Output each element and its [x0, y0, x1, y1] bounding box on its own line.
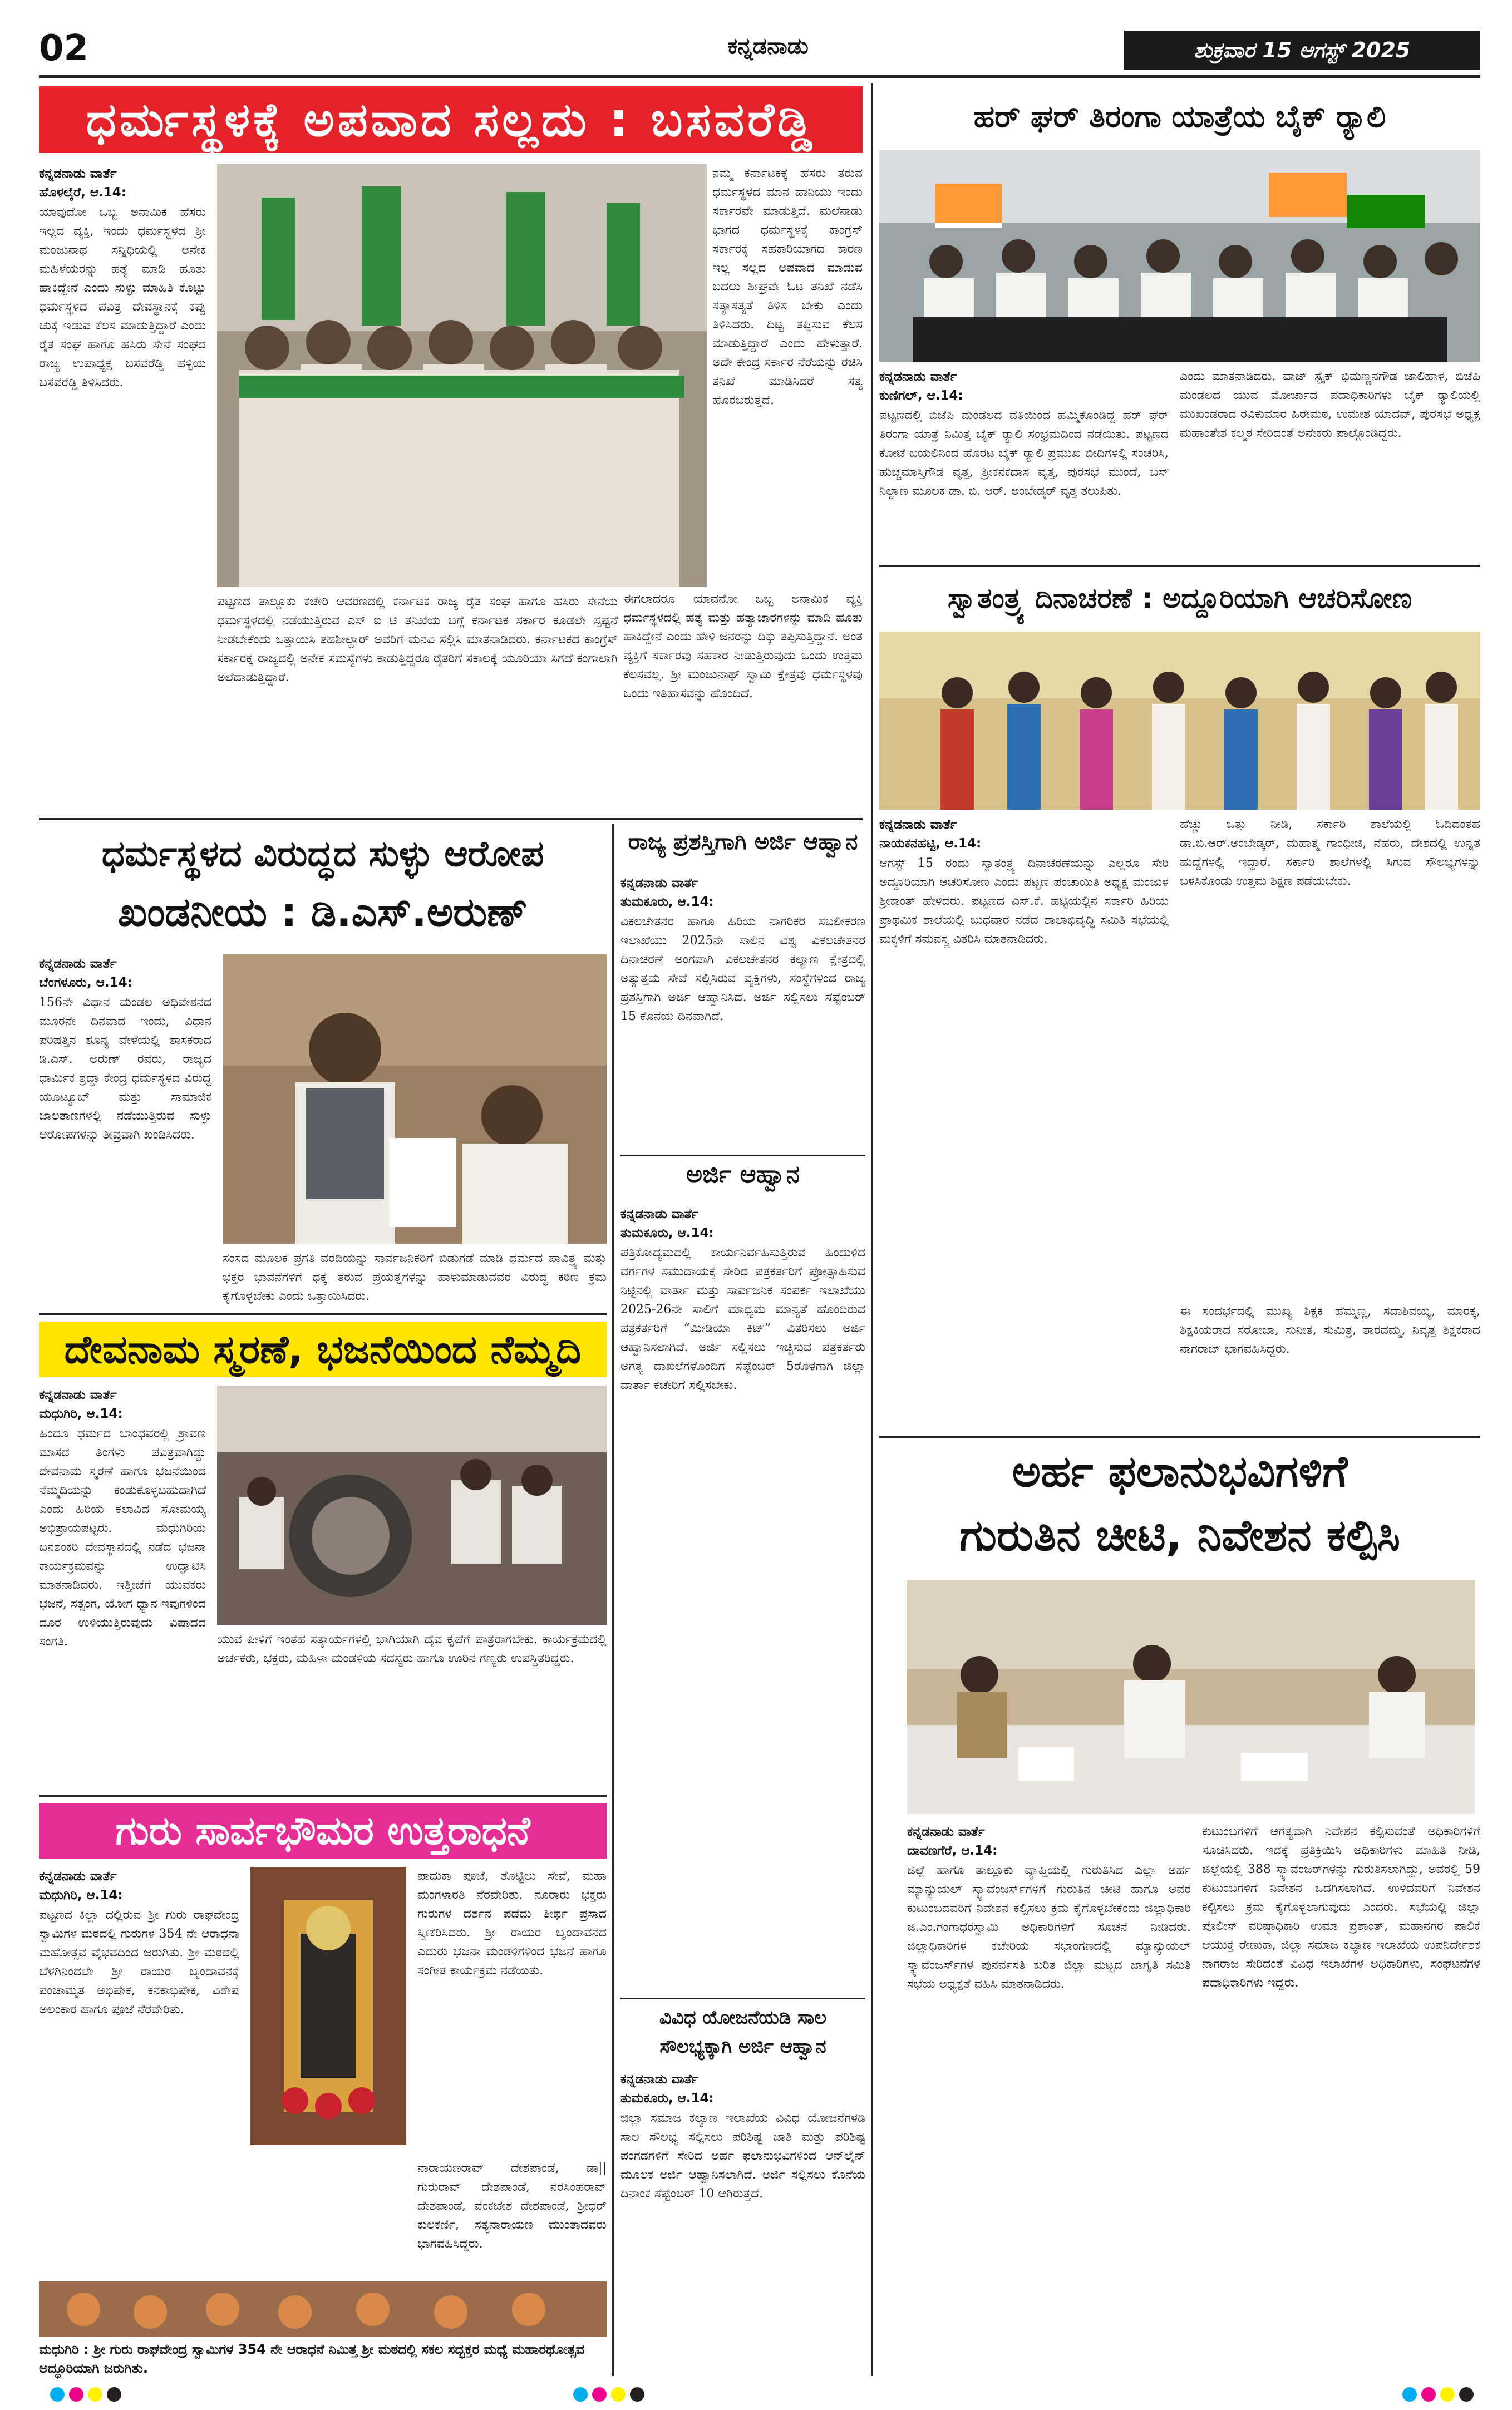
a8-body: ಪತ್ರಿಕೋದ್ಯಮದಲ್ಲಿ ಕಾರ್ಯನಿರ್ವಹಿಸುತ್ತಿರುವ ಹಿಂದುಳಿದ ವರ್ಗಗಳ ಸಮುದಾಯಕ್ಕೆ ಸೇರಿದ ಪತ್ರಕರ್ತರಿಗೆ ಪ್ರೋತ್ಸಾಹಿಸುವ ನಿಟ್ಟಿನಲ್ಲಿ ವಾರ್ತಾ ಮತ್ತು ಸಾರ್ವಜನಿಕ ಸಂಪರ್ಕ ಇಲಾಖೆಯು 2025-26ನೇ ಸಾಲಿಗೆ ಮಾಧ್ಯಮ ಮಾನ್ಯತೆ ಹೊಂದಿರುವ ಪತ್ರಕರ್ತರಿಗೆ “ಮೀಡಿಯಾ ಕಿಟ್” ವಿತರಿಸಲು ಅರ್ಜಿ ಆಹ್ವಾನಿಸಲಾಗಿದೆ. ಅರ್ಜಿ ಸಲ್ಲಿಸಲು ಇಚ್ಛಿಸುವ ಪತ್ರಕರ್ತರು ಅಗತ್ಯ ದಾಖಲೆಗಳೊಂದಿಗೆ ಸೆಪ್ಟೆಂಬರ್ 5ರೊಳಗಾಗಿ ಜಿಲ್ಲಾ ವಾರ್ತಾ ಕಚೇರಿಗೆ ಸಲ್ಲಿಸಬೇಕು. — [620, 1246, 865, 1392]
byline-a5 — [879, 367, 1169, 406]
divider-a5 — [879, 565, 1480, 567]
a1-photo-protest — [217, 164, 707, 587]
a5-photo-rally — [879, 150, 1480, 362]
divider-a3 — [39, 1795, 607, 1797]
a4-body-left: ಪಟ್ಟಣದ ಕಿಲ್ಲಾ ದಲ್ಲಿರುವ ಶ್ರೀ ಗುರು ರಾಘವೇಂದ್ರ ಸ್ವಾಮಿಗಳ ಮಠದಲ್ಲಿ ಗುರುಗಳ 354 ನೇ ಆರಾಧನಾ ಮಹೋತ್ಸವ ವೈಭವದಿಂದ ಜರುಗಿತು. ಶ್ರೀ ಮಠದಲ್ಲಿ ಬೆಳಗಿನಿಂದಲೇ ಶ್ರೀ ರಾಯರ ಬೃಂದಾವನಕ್ಕೆ ಪಂಚಾಮೃತ ಅಭಿಷೇಕ, ಕನಕಾಭಿಷೇಕ, ವಿಶೇಷ ಅಲಂಕಾರ ಹಾಗೂ ಪೂಜೆ ನೆರವೇರಿತು. — [39, 1908, 239, 2017]
divider-right-vertical — [871, 83, 873, 2376]
headline-swatantrya: ಸ್ವಾತಂತ್ರ್ಯ ದಿನಾಚರಣೆ : ಅದ್ದೂರಿಯಾಗಿ ಆಚರಿಸೋಣ — [947, 581, 1412, 614]
a6-body-left: ಆಗಸ್ಟ್ 15 ರಂದು ಸ್ವಾತಂತ್ರ್ಯ ದಿನಾಚರಣೆಯನ್ನು ಎಲ್ಲರೂ ಸೇರಿ ಅದ್ದೂರಿಯಾಗಿ ಆಚರಿಸೋಣ ಎಂದು ಪಟ್ಟಣ ಪಂಚಾಯಿತಿ ಅಧ್ಯಕ್ಷ ಮಂಜುಳ ಶ್ರೀಕಾಂತ್ ಹೇಳಿದರು. ಪಟ್ಟಣದ ಎಸ್.ಕೆ. ಹಟ್ಟಿಯಲ್ಲಿನ ಸರ್ಕಾರಿ ಹಿರಿಯ ಪ್ರಾಥಮಿಕ ಶಾಲೆಯಲ್ಲಿ ಬುಧವಾರ ನಡೆದ ಶಾಲಾಭಿವೃದ್ಧಿ ಸಮಿತಿ ಸಭೆಯಲ್ಲಿ ಮಕ್ಕಳಿಗೆ ಸಮವಸ್ತ್ರ ವಿತರಿಸಿ ಮಾತನಾಡಿದರು. — [879, 856, 1169, 946]
a2-photo-assembly — [223, 954, 607, 1244]
byline-a9 — [620, 2070, 865, 2109]
a5-body: ಪಟ್ಟಣದಲ್ಲಿ ಬಿಜೆಪಿ ಮಂಡಲದ ವತಿಯಿಂದ ಹಮ್ಮಿಕೊಂಡಿದ್ದ ಹರ್ ಘರ್ ತಿರಂಗಾ ಯಾತ್ರೆ ನಿಮಿತ್ತ ಬೈಕ್ ರ‍್ಯಾಲಿ ಸಂಭ್ರಮದಿಂದ ನಡೆಯಿತು. ಪಟ್ಟಣದ ಕೋಟೆ ಬಯಲಿನಿಂದ ಹೊರಟ ಬೈಕ್ ರ‍್ಯಾಲಿ ಪ್ರಮುಖ ಬೀದಿಗಳಲ್ಲಿ ಸಂಚರಿಸಿ, ಹುಚ್ಚಮಾಸ್ತಿಗೌಡ ವೃತ್ತ, ಶ್ರೀಕನಕದಾಸ ವೃತ್ತ, ಪುರಸಭೆ ಮುಂದೆ, ಬಸ್ ನಿಲ್ದಾಣ ಮೂಲಕ ಡಾ. ಬಿ. ಆರ್. ಅಂಬೇಡ್ಕರ್ ವೃತ್ತ ತಲುಪಿತು. — [879, 408, 1169, 498]
headline-arha-line2: ಗುರುತಿನ ಚೀಟಿ, ನಿವೇಶನ ಕಲ್ಪಿಸಿ — [959, 1510, 1401, 1561]
byline-a4 — [39, 1867, 239, 1906]
a2-body-bottom: ಸಂಸದ ಮೂಲಕ ಪ್ರಗತಿ ವರದಿಯನ್ನು ಸಾರ್ವಜನಿಕರಿಗೆ ಬಿಡುಗಡೆ ಮಾಡಿ ಧರ್ಮದ ಪಾವಿತ್ರ್ಯ ಮತ್ತು ಭಕ್ತರ ಭಾವನೆಗಳಿಗೆ ಧಕ್ಕೆ ತರುವ ಪ್ರಯತ್ನಗಳನ್ನು ಹಾಳುಮಾಡುವವರ ವಿರುದ್ಧ ಕಠಿಣ ಕ್ರಮ ಕೈಗೊಳ್ಳಬೇಕು ಎಂದು ಒತ್ತಾಯಿಸಿದರು. — [223, 1251, 607, 1303]
byline-a3 — [39, 1386, 206, 1425]
dateline-text: ಹೊಳಲ್ಕೆರೆ, ಆ.14: — [39, 185, 126, 200]
byline-a2 — [39, 954, 211, 993]
a10-photo-meeting — [907, 1580, 1475, 1814]
a4-photo-brindavana — [250, 1867, 406, 2145]
a1-body-right-bottom: ಈಗಲಾದರೂ ಯಾವನೋ ಒಬ್ಬ ಅನಾಮಿಕ ವ್ಯಕ್ತಿ ಧರ್ಮಸ್ಥಳದಲ್ಲಿ ಹತ್ಯೆ ಮತ್ತು ಹತ್ಯಾಚಾರಗಳನ್ನು ಮಾಡಿ ಹೂತು ಹಾಕಿದ್ದೇನೆ ಎಂದು ಹೇಳಿ ಜನರನ್ನು ದಿಕ್ಕು ತಪ್ಪಿಸುತ್ತಿದ್ದಾನೆ. ಅಂತ ವ್ಯಕ್ತಿಗೆ ಸರ್ಕಾರವು ಸಹಕಾರ ನೀಡುತ್ತಿರುವುದು ಒಂದು ಉತ್ತಮ ಕೆಲಸವಲ್ಲ. ಶ್ರೀ ಮಂಜುನಾಥ್ ಸ್ವಾಮಿ ಕ್ಷೇತ್ರವು ಧರ್ಮಸ್ಥಳವು ಒಂದು ಇತಿಹಾಸವನ್ನು ಹೊಂದಿದೆ. — [623, 592, 863, 701]
divider-a8 — [620, 1998, 865, 1999]
registration-marks-right — [1402, 2387, 1491, 2404]
byline-text: ಕನ್ನಡನಾಡು ವಾರ್ತೆ — [620, 876, 698, 890]
byline-text: ಕನ್ನಡನಾಡು ವಾರ್ತೆ — [39, 166, 117, 181]
a3-body: ಹಿಂದೂ ಧರ್ಮದ ಬಾಂಧವರಲ್ಲಿ ಶ್ರಾವಣ ಮಾಸದ ತಿಂಗಳು ಪವಿತ್ರವಾಗಿದ್ದು ದೇವನಾಮ ಸ್ಮರಣೆ ಹಾಗೂ ಭಜನೆಯಿಂದ ನೆಮ್ಮದಿಯನ್ನು ಕಂಡುಕೊಳ್ಳಬಹುದಾಗಿದೆ ಎಂದು ಹಿರಿಯ ಕಲಾವಿದ ಸೋಮಯ್ಯ ಅಭಿಪ್ರಾಯಪಟ್ಟರು. ಮಧುಗಿರಿಯ ಬನಶಂಕರಿ ದೇವಸ್ಥಾನದಲ್ಲಿ ನಡೆದ ಭಜನಾ ಕಾರ್ಯಕ್ರಮವನ್ನು ಉದ್ಘಾಟಿಸಿ ಮಾತನಾಡಿದರು. ಇತ್ತೀಚೆಗೆ ಯುವಕರು ಭಜನೆ, ಸತ್ಸಂಗ, ಯೋಗ ಧ್ಯಾನ ಇವುಗಳಿಂದ ದೂರ ಉಳಿಯುತ್ತಿರುವುದು ವಿಷಾದದ ಸಂಗತಿ. — [39, 1427, 206, 1649]
page-number: 02 — [39, 28, 89, 69]
a5-body-right: ಎಂದು ಮಾತನಾಡಿದರು. ವಾಜ್ ಸ್ಟೈಕ್ ಭಿಮಣ್ಣನಗೌಡ ಜಾಲಿಹಾಳ, ಬಿಜೆಪಿ ಮಂಡಲದ ಯುವ ಮೋರ್ಚಾದ ಪದಾಧಿಕಾರಿಗಳು ಬೈಕ್ ರ‍್ಯಾಲಿಯಲ್ಲಿ ಮುಖಂಡರಾದ ರವಿಕುಮಾರ ಹಿರೇಮಠ, ಉಮೇಶ ಯಾದವ್, ಪುರಸಭೆ ಅಧ್ಯಕ್ಷ ಮಹಾಂತೇಶ ಕಲ್ಮಠ ಸೇರಿದಂತೆ ಅನೇಕರು ಪಾಲ್ಗೊಂಡಿದ್ದರು. — [1180, 369, 1480, 440]
a1-body-bottom: ಪಟ್ಟಣದ ತಾಲ್ಲೂಕು ಕಚೇರಿ ಆವರಣದಲ್ಲಿ ಕರ್ನಾಟಕ ರಾಜ್ಯ ರೈತ ಸಂಘ ಹಾಗೂ ಹಸಿರು ಸೇನೆಯ ಧರ್ಮಸ್ಥಳದಲ್ಲಿ ನಡೆಯುತ್ತಿರುವ ಎಸ್ ಐ ಟಿ ತನಿಖೆಯ ಬಗ್ಗೆ ಕರ್ನಾಟಕ ಸರ್ಕಾರ ಕೂಡಲೇ ಸ್ಪಷ್ಟನೆ ನೀಡಬೇಕೆಂದು ಒತ್ತಾಯಿಸಿ ತಹಶೀಲ್ದಾರ್ ಅವರಿಗೆ ಮನವಿ ಸಲ್ಲಿಸಿ ಮಾತನಾಡಿದರು. ಕರ್ನಾಟಕದ ಕಾಂಗ್ರೆಸ್ ಸರ್ಕಾರಕ್ಕೆ ರಾಜ್ಯದಲ್ಲಿ ಅನೇಕ ಸಮಸ್ಯೆಗಳು ಕಾಡುತ್ತಿದ್ದರೂ ರೈತರಿಗೆ ಸಕಾಲಕ್ಕೆ ಯೂರಿಯಾ ಸಿಗದೆ ಕಂಗಾಲಾಗಿ ಅಲೆದಾಡುತ್ತಿದ್ದಾರೆ. — [217, 595, 618, 684]
byline-text: ಕನ್ನಡನಾಡು ವಾರ್ತೆ — [879, 817, 957, 832]
byline-text: ಕನ್ನಡನಾಡು ವಾರ್ತೆ — [620, 2072, 698, 2087]
a4-body-right: ಪಾದುಕಾ ಪೂಜೆ, ತೊಟ್ಟಿಲು ಸೇವೆ, ಮಹಾ ಮಂಗಳಾರತಿ ನೆರವೇರಿತು. ನೂರಾರು ಭಕ್ತರು ಗುರುಗಳ ದರ್ಶನ ಪಡೆದು ತೀರ್ಥ ಪ್ರಸಾದ ಸ್ವೀಕರಿಸಿದರು. ಶ್ರೀ ರಾಯರ ಬೃಂದಾವನದ ಎದುರು ಭಜನಾ ಮಂಡಳಿಗಳಿಂದ ಭಜನೆ ಹಾಗೂ ಸಂಗೀತ ಕಾರ್ಯಕ್ರಮ ನಡೆಯಿತು. — [417, 1869, 607, 1978]
date-bar: ಶುಕ್ರವಾರ 15 ಆಗಸ್ಟ್ 2025 — [1124, 31, 1480, 70]
headline-guru: ಗುರು ಸಾರ್ವಭೌಮರ ಉತ್ತರಾಧನೆ — [39, 1803, 607, 1859]
divider-a6 — [879, 1436, 1480, 1438]
headline-rajya-prashasti: ರಾಜ್ಯ ಪ್ರಶಸ್ತಿಗಾಗಿ ಅರ್ಜಿ ಆಹ್ವಾನ — [628, 829, 858, 855]
headline-arji-ahvana: ಅರ್ಜಿ ಆಹ್ವಾನ — [686, 1160, 800, 1189]
dateline-text: ದಾವಣಗೆರೆ, ಆ.14: — [907, 1844, 998, 1858]
divider-a7 — [620, 1155, 865, 1156]
a10-body-right: ಕುಟುಂಬಗಳಿಗೆ ಆಗತ್ಯವಾಗಿ ನಿವೇಶನ ಕಲ್ಪಿಸುವಂತೆ ಅಧಿಕಾರಿಗಳಿಗೆ ಸೂಚಿಸಿದರು. ಇದಕ್ಕೆ ಪ್ರತಿಕ್ರಿಯಿಸಿ ಅಧಿಕಾರಿಗಳು ಮಾಹಿತಿ ನೀಡಿ, ಜಿಲ್ಲೆಯಲ್ಲಿ 388 ಸ್ಕ್ಯಾವೆಂಜರ್‌ಗಳನ್ನು ಗುರುತಿಸಲಾಗಿದ್ದು, ಅವರಲ್ಲಿ 59 ಕುಟುಂಬಗಳಿಗೆ ನಿವೇಶನ ಒದಗಿಸಲಾಗಿದೆ. ಉಳಿದವರಿಗೆ ನಿವೇಶನ ಕಲ್ಪಿಸಲು ಕ್ರಮ ಕೈಗೊಳ್ಳಲಾಗುವುದು ಎಂದರು. ಸಭೆಯಲ್ಲಿ ಜಿಲ್ಲಾ ಪೊಲೀಸ್ ವರಿಷ್ಠಾಧಿಕಾರಿ ಉಮಾ ಪ್ರಶಾಂತ್, ಮಹಾನಗರ ಪಾಲಿಕೆ ಆಯುಕ್ತೆ ರೇಣುಕಾ, ಜಿಲ್ಲಾ ಸಮಾಜ ಕಲ್ಯಾಣ ಇಲಾಖೆಯ ಉಪನಿರ್ದೇಶಕ ನಾಗರಾಜ ಸೇರಿದಂತೆ ವಿವಿಧ ಇಲಾಖೆಗಳ ಅಧಿಕಾರಿಗಳು, ಸಂಘಟನೆಗಳ ಪದಾಧಿಕಾರಿಗಳು ಇದ್ದರು. — [1202, 1825, 1480, 1990]
divider-mid-vertical — [612, 824, 614, 2376]
divider-a2 — [39, 1313, 607, 1315]
byline-a1 — [39, 164, 206, 203]
dateline-text: ತುಮಕೂರು, ಆ.14: — [620, 2091, 714, 2106]
dateline-text: ನಾಯಕನಹಟ್ಟಿ, ಆ.14: — [879, 836, 982, 851]
byline-text: ಕನ್ನಡನಾಡು ವಾರ್ತೆ — [879, 369, 957, 384]
byline-text: ಕನ್ನಡನಾಡು ವಾರ್ತೆ — [907, 1825, 985, 1839]
a4-photo-rathotsava — [39, 2281, 607, 2337]
a4-body-bottom: ನಾರಾಯಣರಾವ್ ದೇಶಪಾಂಡೆ, ಡಾ|| ಗುರುರಾವ್ ದೇಶಪಾಂಡೆ, ನರಸಿಂಹರಾವ್ ದೇಶಪಾಂಡೆ, ವೆಂಕಟೇಶ ದೇಶಪಾಂಡೆ, ಶ್ರೀಧರ್ ಕುಲಕರ್ಣಿ, ಸತ್ಯನಾರಾಯಣ ಮುಂತಾದವರು ಭಾಗವಹಿಸಿದ್ದರು. — [417, 2161, 607, 2251]
divider-a1 — [39, 818, 863, 820]
byline-text: ಕನ್ನಡನಾಡು ವಾರ್ತೆ — [620, 1207, 698, 1221]
dateline-text: ಬೆಂಗಳೂರು, ಆ.14: — [39, 975, 132, 990]
byline-a7 — [620, 874, 865, 913]
a3-photo-bhajan — [217, 1386, 607, 1625]
headline-dharmasthala: ಧರ್ಮಸ್ಥಳಕ್ಕೆ ಅಪವಾದ ಸಲ್ಲದು : ಬಸವರೆಡ್ಡಿ — [39, 86, 863, 153]
a1-body-left: ಯಾವುದೋ ಒಬ್ಬ ಅನಾಮಿಕ ಹೆಸರು ಇಲ್ಲದ ವ್ಯಕ್ತಿ, ಇಂದು ಧರ್ಮಸ್ಥಳದ ಶ್ರೀ ಮಂಜುನಾಥ ಸನ್ನಿಧಿಯಲ್ಲಿ ಅನೇಕ ಮಹಿಳೆಯರನ್ನು ಹತ್ಯೆ ಮಾಡಿ ಹೂತು ಹಾಕಿದ್ದೇನೆ ಎಂದು ಸುಳ್ಳು ಮಾಹಿತಿ ಕೊಟ್ಟು ಧರ್ಮಸ್ಥಳದ ಪವಿತ್ರ ದೇವಸ್ಥಾನಕ್ಕೆ ಕಪ್ಪು ಚುಕ್ಕೆ ಇಡುವ ಕೆಲಸ ಮಾಡುತ್ತಿದ್ದಾರೆ ಎಂದು ರೈತ ಸಂಘ ಹಾಗೂ ಹಸಿರು ಸೇನೆ ಸಂಘದ ರಾಜ್ಯ ಉಪಾಧ್ಯಕ್ಷ ಬಸವರೆಡ್ಡಿ ಹಳ್ಳಿಯ ಬಸವರೆಡ್ಡಿ ತಿಳಿಸಿದರು. — [39, 205, 206, 390]
headline-saala-soulabhya: ವಿವಿಧ ಯೋಜನೆಯಡಿ ಸಾಲ ಸೌಲಭ್ಯಕ್ಕಾಗಿ ಅರ್ಜಿ ಆಹ್ವಾನ — [659, 2007, 827, 2058]
registration-marks-left — [50, 2387, 139, 2404]
a2-body-left: 156ನೇ ವಿಧಾನ ಮಂಡಲ ಅಧಿವೇಶನದ ಮೂರನೇ ದಿನವಾದ ಇಂದು, ವಿಧಾನ ಪರಿಷತ್ತಿನ ಶೂನ್ಯ ವೇಳೆಯಲ್ಲಿ ಶಾಸಕರಾದ ಡಿ.ಎಸ್. ಅರುಣ್ ರವರು, ರಾಜ್ಯದ ಧಾರ್ಮಿಕ ಶ್ರದ್ಧಾ ಕೇಂದ್ರ ಧರ್ಮಸ್ಥಳದ ವಿರುದ್ಧ ಯೂಟ್ಯೂಬ್ ಮತ್ತು ಸಾಮಾಜಿಕ ಜಾಲತಾಣಗಳಲ್ಲಿ ನಡೆಯುತ್ತಿರುವ ಸುಳ್ಳು ಆರೋಪಗಳನ್ನು ತೀವ್ರವಾಗಿ ಖಂಡಿಸಿದರು. — [39, 995, 211, 1142]
byline-text: ಕನ್ನಡನಾಡು ವಾರ್ತೆ — [39, 1869, 117, 1884]
a6-body-right: ಹೆಚ್ಚು ಒತ್ತು ನೀಡಿ, ಸರ್ಕಾರಿ ಶಾಲೆಯಲ್ಲಿ ಓದಿದಂತಹ ಡಾ.ಬಿ.ಆರ್.ಅಂಬೇಡ್ಕರ್, ಮಹಾತ್ಮ ಗಾಂಧೀಜಿ, ನೆಹರು, ದೇಶದಲ್ಲಿ ಉನ್ನತ ಹುದ್ದೆಗಳಲ್ಲಿ ಇದ್ದಾರೆ. ಸರ್ಕಾರಿ ಶಾಲೆಗಳಲ್ಲಿ ಸಿಗುವ ಸೌಲಭ್ಯಗಳನ್ನು ಬಳಸಿಕೊಂಡು ಉತ್ತಮ ಶಿಕ್ಷಣ ಪಡೆಯಬೇಕು. — [1180, 817, 1480, 888]
dateline-text: ತುಮಕೂರು, ಆ.14: — [620, 1226, 714, 1240]
a7-body: ವಿಕಲಚೇತನರ ಹಾಗೂ ಹಿರಿಯ ನಾಗರಿಕರ ಸಬಲೀಕರಣ ಇಲಾಖೆಯು 2025ನೇ ಸಾಲಿನ ವಿಶ್ವ ವಿಕಲಚೇತನರ ದಿನಾಚರಣೆ ಅಂಗವಾಗಿ ವಿಕಲಚೇತನರ ಕಲ್ಯಾಣ ಕ್ಷೇತ್ರದಲ್ಲಿ ಅತ್ಯುತ್ತಮ ಸೇವೆ ಸಲ್ಲಿಸಿರುವ ವ್ಯಕ್ತಿಗಳು, ಸಂಸ್ಥೆಗಳಿಂದ ರಾಜ್ಯ ಪ್ರಶಸ್ತಿಗಾಗಿ ಅರ್ಜಿ ಆಹ್ವಾನಿಸಿದೆ. ಅರ್ಜಿ ಸಲ್ಲಿಸಲು ಸೆಪ್ಟೆಂಬರ್ 15 ಕೊನೆಯ ದಿನವಾಗಿದೆ. — [620, 915, 865, 1023]
a3-body-right: ಯುವ ಪೀಳಿಗೆ ಇಂತಹ ಸತ್ಕಾರ್ಯಗಳಲ್ಲಿ ಭಾಗಿಯಾಗಿ ದೈವ ಕೃಪೆಗೆ ಪಾತ್ರರಾಗಬೇಕು. ಕಾರ್ಯಕ್ರಮದಲ್ಲಿ ಅರ್ಚಕರು, ಭಕ್ತರು, ಮಹಿಳಾ ಮಂಡಳಿಯ ಸದಸ್ಯರು ಹಾಗೂ ಊರಿನ ಗಣ್ಯರು ಉಪಸ್ಥಿತರಿದ್ದರು. — [217, 1633, 607, 1665]
byline-text: ಕನ್ನಡನಾಡು ವಾರ್ತೆ — [39, 1388, 117, 1402]
a10-body-left: ಜಿಲ್ಲೆ ಹಾಗೂ ತಾಲ್ಲೂಕು ವ್ಯಾಪ್ತಿಯಲ್ಲಿ ಗುರುತಿಸಿದ ಎಲ್ಲಾ ಅರ್ಹ ಮ್ಯಾನ್ಯುಯಲ್ ಸ್ಕ್ಯಾವೆಂಜರ್ಸ್‌ಗಳಿಗೆ ಗುರುತಿನ ಚೀಟಿ ಹಾಗೂ ಅವರ ಕುಟುಂಬದವರಿಗೆ ನಿವೇಶನ ಕಲ್ಪಿಸಲು ಕ್ರಮ ಕೈಗೊಳ್ಳಬೇಕೆಂದು ಜಿಲ್ಲಾಧಿಕಾರಿ ಜಿ.ಎಂ.ಗಂಗಾಧರಸ್ವಾಮಿ ಅಧಿಕಾರಿಗಳಿಗೆ ಸೂಚನೆ ನೀಡಿದರು. ಜಿಲ್ಲಾಧಿಕಾರಿಗಳ ಕಚೇರಿಯ ಸಭಾಂಗಣದಲ್ಲಿ ಮ್ಯಾನ್ಯುಯಲ್ ಸ್ಕ್ಯಾವೆಂಜರ್ಸ್‌ಗಳ ಪುನರ್ವಸತಿ ಕುರಿತ ಜಿಲ್ಲಾ ಮಟ್ಟದ ಜಾಗೃತಿ ಸಮಿತಿ ಸಭೆಯ ಅಧ್ಯಕ್ಷತೆ ವಹಿಸಿ ಮಾತನಾಡಿದರು. — [907, 1864, 1191, 1991]
a6-body-bottom: ಈ ಸಂದರ್ಭದಲ್ಲಿ ಮುಖ್ಯ ಶಿಕ್ಷಕ ಹೆಮ್ಮಣ್ಣ, ಸದಾಶಿವಯ್ಯ, ಮಾರಕ್ಕ, ಶಿಕ್ಷಕಿಯರಾದ ಸರೋಜಾ, ಸುನೀತ, ಸುಮಿತ್ರ, ಶಾರದಮ್ಮ, ನಿವೃತ್ತ ಶಿಕ್ಷಕರಾದ ನಾಗರಾಜ್ ಭಾಗವಹಿಸಿದ್ದರು. — [1180, 1304, 1480, 1356]
dateline-text: ಮಧುಗಿರಿ, ಆ.14: — [39, 1407, 123, 1421]
a9-body: ಜಿಲ್ಲಾ ಸಮಾಜ ಕಲ್ಯಾಣ ಇಲಾಖೆಯ ವಿವಿಧ ಯೋಜನೆಗಳಡಿ ಸಾಲ ಸೌಲಭ್ಯ ಸಲ್ಲಿಸಲು ಪರಿಶಿಷ್ಟ ಜಾತಿ ಮತ್ತು ಪರಿಶಿಷ್ಟ ಪಂಗಡಗಳಿಗೆ ಸೇರಿದ ಅರ್ಹ ಫಲಾನುಭವಿಗಳಿಂದ ಆನ್‌ಲೈನ್ ಮೂಲಕ ಅರ್ಜಿ ಆಹ್ವಾನಿಸಲಾಗಿದೆ. ಅರ್ಜಿ ಸಲ್ಲಿಸಲು ಕೊನೆಯ ದಿನಾಂಕ ಸೆಪ್ಟೆಂಬರ್ 10 ಆಗಿರುತ್ತದೆ. — [620, 2111, 865, 2201]
headline-arha-line1: ಅರ್ಹ ಫಲಾನುಭವಿಗಳಿಗೆ — [1012, 1446, 1348, 1497]
byline-a10 — [907, 1822, 1191, 1861]
header-rule — [39, 75, 1480, 78]
dateline-text: ಕುಣಿಗಲ್, ಆ.14: — [879, 388, 963, 403]
byline-text: ಕನ್ನಡನಾಡು ವಾರ್ತೆ — [39, 957, 117, 971]
byline-a6 — [879, 815, 1169, 854]
dateline-text: ತುಮಕೂರು, ಆ.14: — [620, 895, 714, 909]
byline-a8 — [620, 1205, 865, 1244]
headline-a2-line2: ಖಂಡನೀಯ : ಡಿ.ಎಸ್.ಅರುಣ್ — [117, 889, 528, 935]
masthead: ಕನ್ನಡನಾಡು — [727, 33, 809, 59]
a4-body-bottom-left — [39, 2198, 406, 2276]
a6-photo-school — [879, 632, 1480, 810]
headline-a2-line1: ಧರ್ಮಸ್ಥಳದ ವಿರುದ್ಧದ ಸುಳ್ಳು ಆರೋಪ — [101, 834, 544, 875]
headline-har-ghar: ಹರ್ ಘರ್ ತಿರಂಗಾ ಯಾತ್ರೆಯ ಬೈಕ್ ರ‍್ಯಾಲಿ — [973, 99, 1386, 134]
headline-devanama: ದೇವನಾಮ ಸ್ಮರಣೆ, ಭಜನೆಯಿಂದ ನೆಮ್ಮದಿ — [39, 1322, 607, 1377]
registration-marks-center — [573, 2387, 662, 2404]
dateline-text: ಮಧುಗಿರಿ, ಆ.14: — [39, 1888, 123, 1903]
a4-caption: ಮಧುಗಿರಿ : ಶ್ರೀ ಗುರು ರಾಘವೇಂದ್ರ ಸ್ವಾಮಿಗಳ 354 ನೇ ಆರಾಧನೆ ನಿಮಿತ್ತ ಶ್ರೀ ಮಠದಲ್ಲಿ ಸಕಲ ಸದ್ಭಕ್ತರ ಮಧ್ಯೆ ಮಹಾರಥೋತ್ಸವ ಅದ್ಧೂರಿಯಾಗಿ ಜರುಗಿತು. — [39, 2342, 585, 2376]
a1-body-right: ನಮ್ಮ ಕರ್ನಾಟಕಕ್ಕೆ ಹೆಸರು ತರುವ ಧರ್ಮಸ್ಥಳದ ಮಾನ ಹಾನಿಯು ಇಂದು ಸರ್ಕಾರವೇ ಮಾಡುತ್ತಿದೆ. ಮಲೆನಾಡು ಭಾಗದ ಧರ್ಮಸ್ಥಳಕ್ಕೆ ಕಾಂಗ್ರೆಸ್ ಸರ್ಕಾರಕ್ಕೆ ಸಹಕಾರಿಯಾಗದ ಕಾರಣ ಇಲ್ಲ ಸಲ್ಲದ ಅಪವಾದ ಮಾಡುವ ಬದಲು ಶೀಘ್ರವೇ ಓಟ ತನಿಖೆ ನಡೆಸಿ ಸತ್ಯಾಸತ್ಯತೆ ತಿಳಿಸ ಬೇಕು ಎಂದು ತಿಳಿಸಿದರು. ದಿಟ್ಟ ತಪ್ಪಿಸುವ ಕೆಲಸ ಮಾಡುತ್ತಿದ್ದಾರೆ ಎಂದು ಹೇಳುತ್ತಾರೆ. ಅದೇ ಕೇಂದ್ರ ಸರ್ಕಾರ ನೆರೆಯನ್ನು ರಚಿಸಿ ತನಿಖೆ ಮಾಡಿಸಿದರೆ ಸತ್ಯ ಹೊರಬರುತ್ತದೆ. — [712, 166, 863, 407]
